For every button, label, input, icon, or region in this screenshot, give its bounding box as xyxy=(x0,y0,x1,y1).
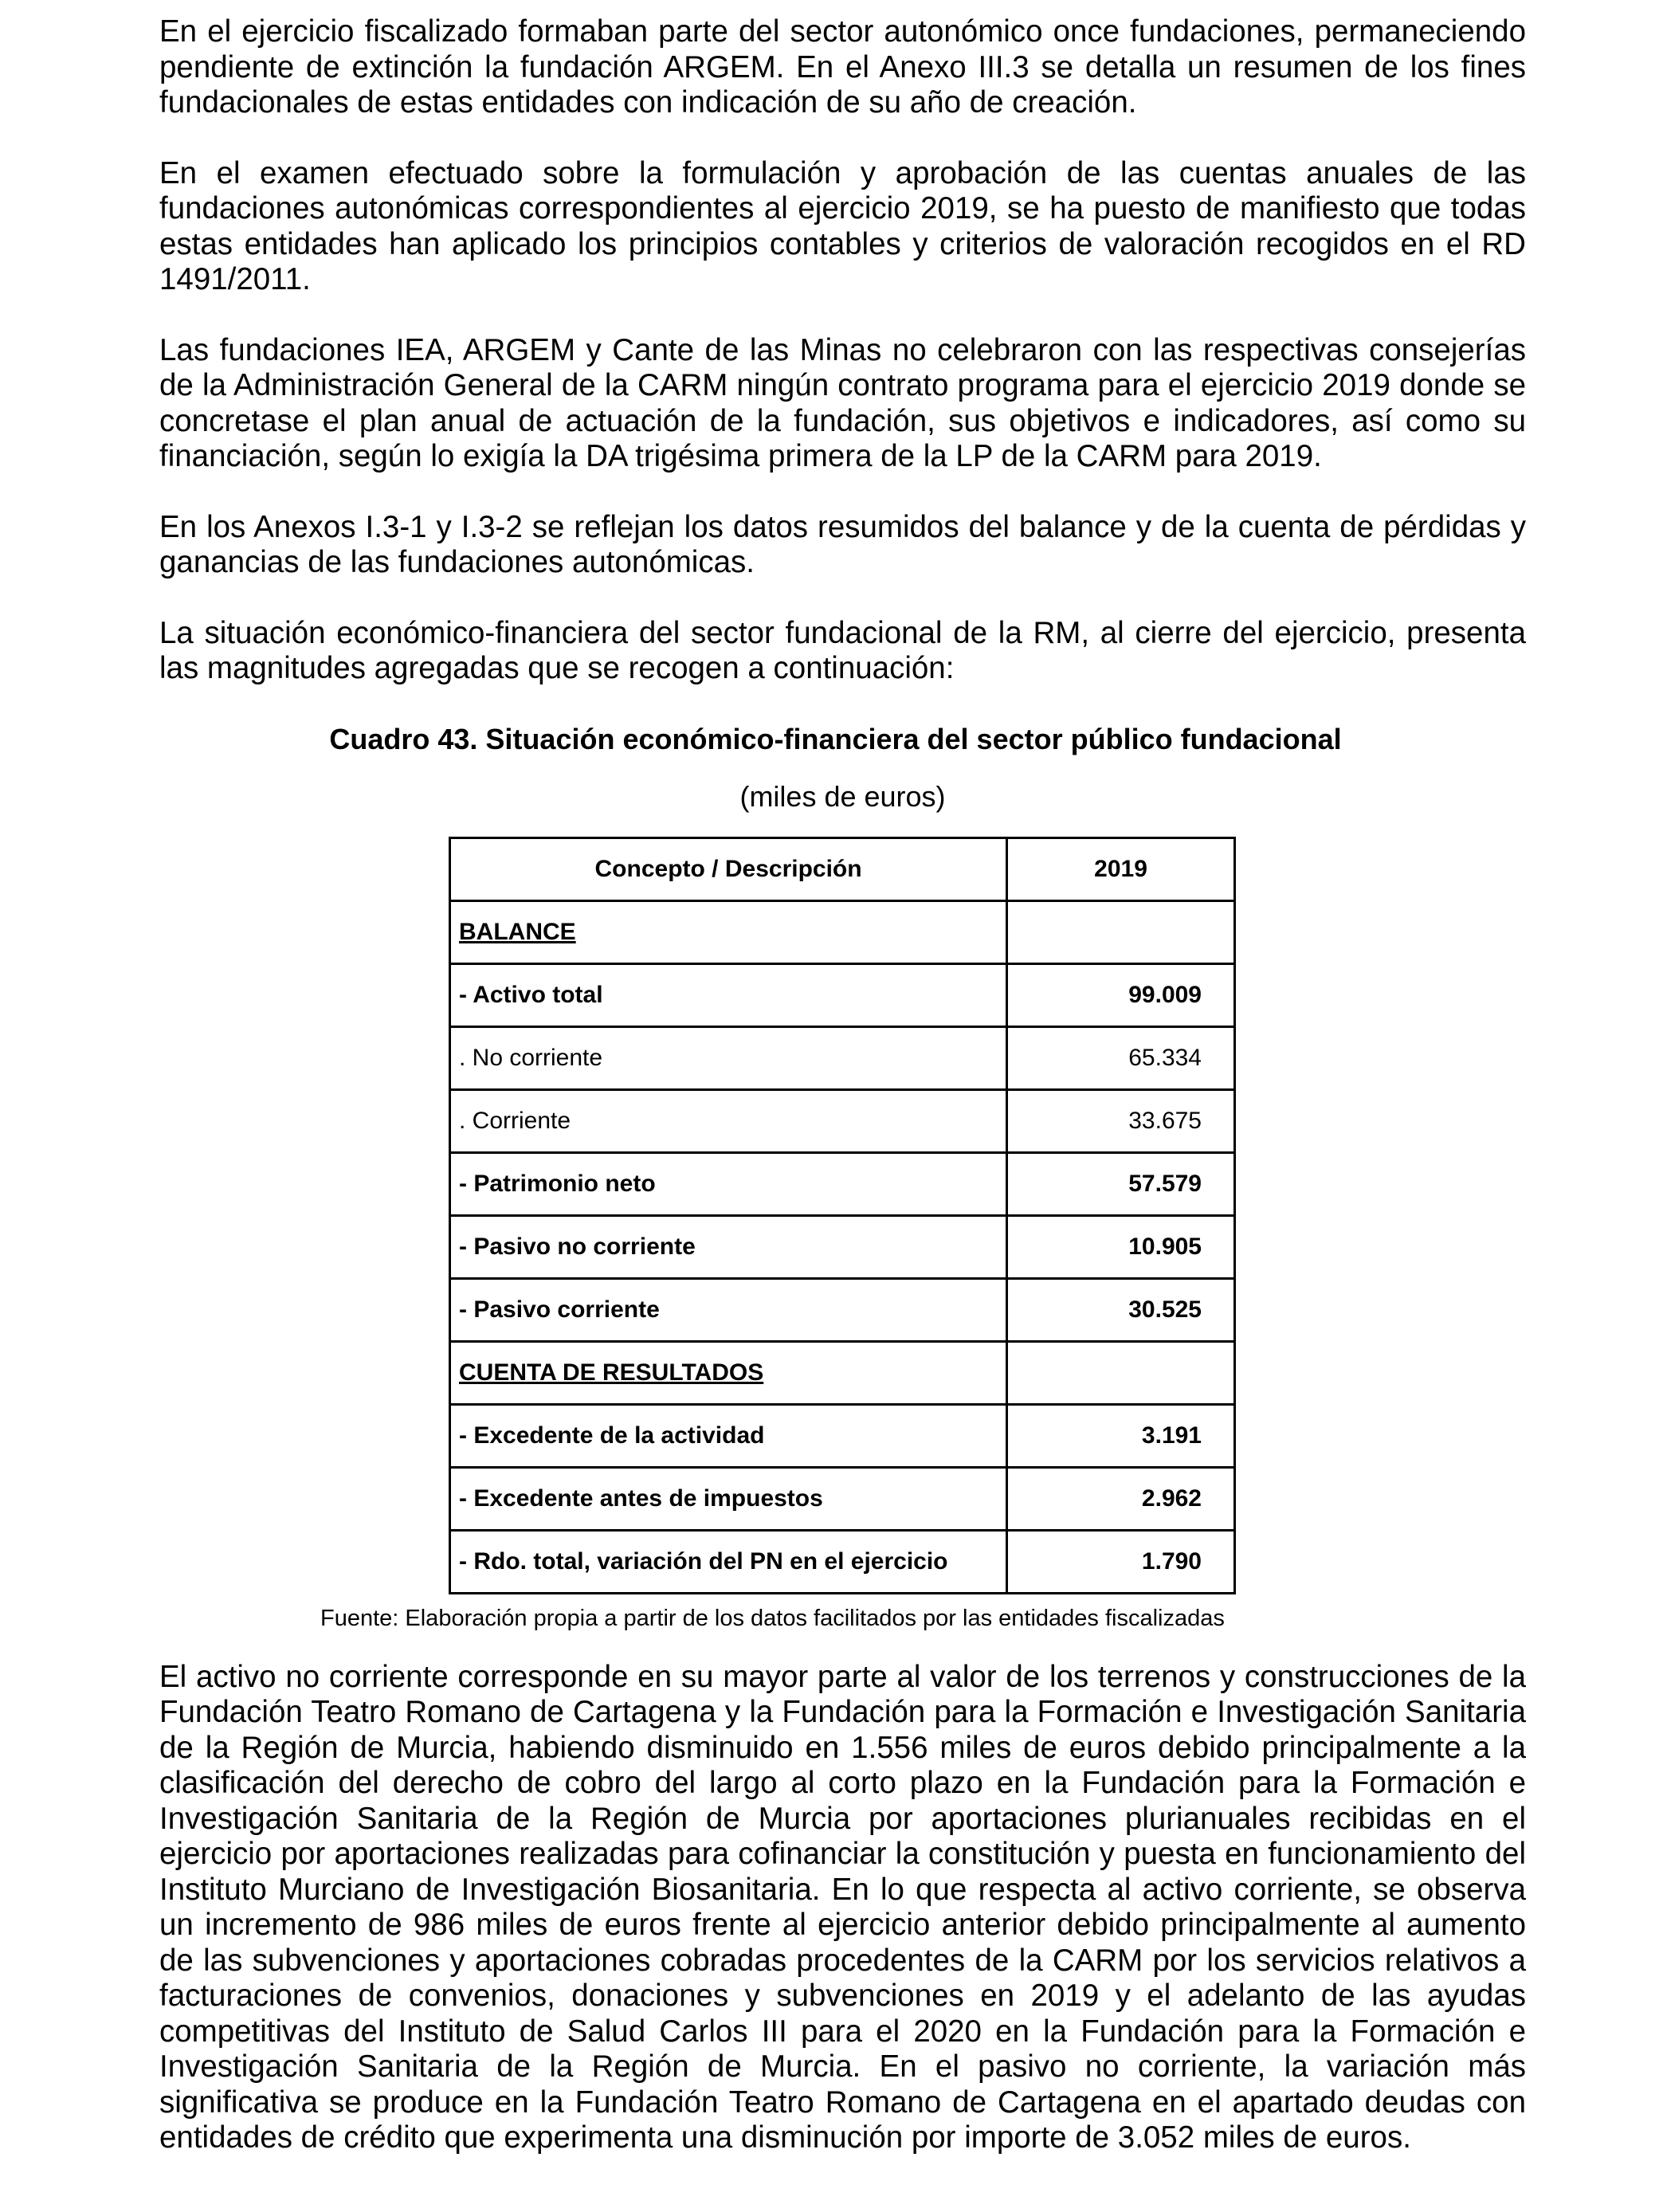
row-concept: . No corriente xyxy=(450,1026,1007,1089)
row-value: 2.962 xyxy=(1007,1467,1235,1530)
table-row xyxy=(450,1341,1235,1404)
table-row xyxy=(450,900,1235,963)
row-concept: - Pasivo corriente xyxy=(450,1278,1007,1341)
table-title: Cuadro 43. Situación económico-financiera del sector público fundacional xyxy=(329,722,1342,755)
table-row xyxy=(450,1215,1235,1278)
row-value: 3.191 xyxy=(1007,1404,1235,1467)
table-row xyxy=(450,1467,1235,1530)
row-value: 57.579 xyxy=(1007,1152,1235,1215)
table-row xyxy=(450,1152,1235,1215)
table-row xyxy=(450,963,1235,1026)
header-year: 2019 xyxy=(1007,837,1235,900)
row-concept: BALANCE xyxy=(450,900,1007,963)
paragraph-3: Las fundaciones IEA, ARGEM y Cante de las Minas no celebraron con las respectivas consejerías de la Administración General de la CARM ningún contrato programa para el ejercicio 2019 donde se concretase el plan anual de actuación de la fundación, sus objetivos e indicadores, así como su financiación, según lo exigía la DA trigésima primera de la LP de la CARM para 2019. xyxy=(159,332,1526,473)
row-value: 65.334 xyxy=(1007,1026,1235,1089)
table-units: (miles de euros) xyxy=(739,779,946,813)
row-concept: - Rdo. total, variación del PN en el ejercicio xyxy=(450,1530,1007,1593)
row-value: 33.675 xyxy=(1007,1089,1235,1152)
row-value xyxy=(1007,900,1235,963)
row-concept: - Activo total xyxy=(450,963,1007,1026)
row-value: 1.790 xyxy=(1007,1530,1235,1593)
table-row xyxy=(450,1404,1235,1467)
row-value xyxy=(1007,1341,1235,1404)
row-concept: CUENTA DE RESULTADOS xyxy=(450,1341,1007,1404)
paragraph-5: La situación económico-financiera del sector fundacional de la RM, al cierre del ejercicio, presenta las magnitudes agregadas que se recogen a continuación: xyxy=(159,615,1526,685)
row-concept: - Patrimonio neto xyxy=(450,1152,1007,1215)
document-page xyxy=(159,14,1526,2191)
row-concept: - Excedente de la actividad xyxy=(450,1404,1007,1467)
row-concept: - Excedente antes de impuestos xyxy=(450,1467,1007,1530)
row-concept: . Corriente xyxy=(450,1089,1007,1152)
table-row xyxy=(450,1089,1235,1152)
table-source: Fuente: Elaboración propia a partir de los datos facilitados por las entidades fiscalizadas xyxy=(320,1605,1225,1631)
row-concept: - Pasivo no corriente xyxy=(450,1215,1007,1278)
paragraph-1: En el ejercicio fiscalizado formaban parte del sector autonómico once fundaciones, permaneciendo pendiente de extinción la fundación ARGEM. En el Anexo III.3 se detalla un resumen de los fines fundacionales de estas entidades con indicación de su año de creación. xyxy=(159,14,1526,120)
paragraph-4: En los Anexos I.3-1 y I.3-2 se reflejan los datos resumidos del balance y de la cuenta de pérdidas y ganancias de las fundaciones autonómicas. xyxy=(159,509,1526,579)
closing-paragraph: El activo no corriente corresponde en su mayor parte al valor de los terrenos y construcciones de la Fundación Teatro Romano de Cartagena y la Fundación para la Formación e Investigación Sanitaria de la Región de Murcia, habiendo disminuido en 1.556 miles de euros debido principalmente a la clasificación del derecho de cobro del largo al corto plazo en la Fundación para la Formación e Investigación Sanitaria de la Región de Murcia por aportaciones plurianuales recibidas en el ejercicio por aportaciones realizadas para cofinanciar la constitución y puesta en funcionamiento del Instituto Murciano de Investigación Biosanitaria. En lo que respecta al activo corriente, se observa un incremento de 986 miles de euros frente al ejercicio anterior debido principalmente al aumento de las subvenciones y aportaciones cobradas procedentes de la CARM por los servicios relativos a facturaciones de convenios, donaciones y subvenciones en 2019 y el adelanto de las ayudas competitivas del Instituto de Salud Carlos III para el 2020 en la Fundación para la Formación e Investigación Sanitaria de la Región de Murcia. En el pasivo no corriente, la variación más significativa se produce en la Fundación Teatro Romano de Cartagena en el apartado deudas con entidades de crédito que experimenta una disminución por importe de 3.052 miles de euros. xyxy=(159,1659,1526,2155)
table-header-row xyxy=(450,837,1235,900)
table-row xyxy=(450,1026,1235,1089)
financial-table xyxy=(449,837,1236,1594)
row-value: 30.525 xyxy=(1007,1278,1235,1341)
table-row xyxy=(450,1530,1235,1593)
table-row xyxy=(450,1278,1235,1341)
paragraph-2: En el examen efectuado sobre la formulación y aprobación de las cuentas anuales de las fundaciones autonómicas correspondientes al ejercicio 2019, se ha puesto de manifiesto que todas estas entidades han aplicado los principios contables y criterios de valoración recogidos en el RD 1491/2011. xyxy=(159,155,1526,296)
row-value: 10.905 xyxy=(1007,1215,1235,1278)
row-value: 99.009 xyxy=(1007,963,1235,1026)
header-concept: Concepto / Descripción xyxy=(450,837,1007,900)
